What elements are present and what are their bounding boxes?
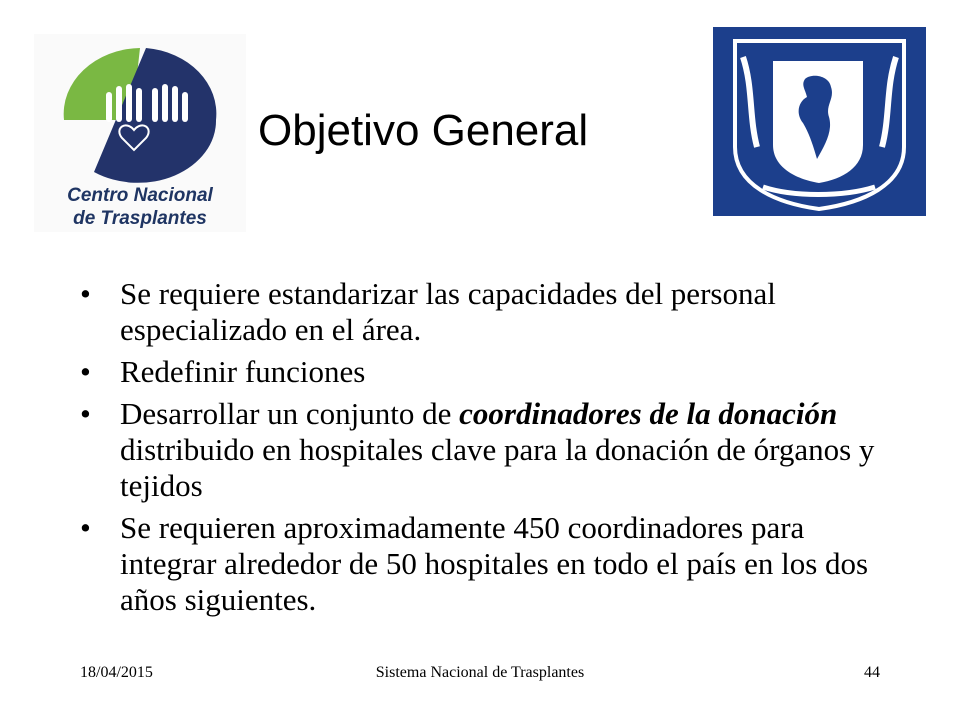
- logo-text-line-1: Centro Nacional: [67, 185, 213, 206]
- unam-shield-icon: [713, 27, 926, 216]
- unam-logo: [713, 27, 926, 216]
- bullet-item: [80, 396, 880, 504]
- footer-date: 18/04/2015: [80, 664, 153, 681]
- bullet-dot-icon: •: [80, 354, 91, 389]
- bullet-text: Se requiere estandarizar las capacidades del personal especializado en el área.: [120, 276, 776, 347]
- bullet-text-before: Desarrollar un conjunto de: [120, 396, 460, 431]
- logo-text-line-2: de Trasplantes: [73, 208, 207, 229]
- bullet-text-after: distribuido en hospitales clave para la donación de órganos y tejidos: [120, 432, 875, 503]
- footer-title: Sistema Nacional de Trasplantes: [375, 664, 585, 681]
- shield-base: [763, 187, 875, 195]
- bullet-text: Redefinir funciones: [120, 354, 366, 389]
- bullet-item: [80, 276, 880, 348]
- bullet-text: Se requieren aproximadamente 450 coordinadores para integrar alrededor de 50 hospitales en todo el país en los dos años siguientes.: [120, 510, 869, 617]
- bullet-item: [80, 354, 880, 390]
- bullet-dot-icon: •: [80, 510, 91, 545]
- bullet-item: [80, 510, 880, 618]
- slide-title: Objetivo General: [258, 106, 589, 155]
- footer-page-number: 44: [864, 664, 880, 681]
- bullet-list: [80, 276, 880, 624]
- bullet-dot-icon: •: [80, 276, 91, 311]
- bullet-dot-icon: •: [80, 396, 91, 431]
- cenatra-logo: [34, 34, 246, 232]
- cenatra-emblem-icon: [34, 34, 246, 184]
- cenatra-logo-text: [34, 184, 246, 230]
- bullet-emphasis: coordinadores de la donación: [459, 396, 838, 431]
